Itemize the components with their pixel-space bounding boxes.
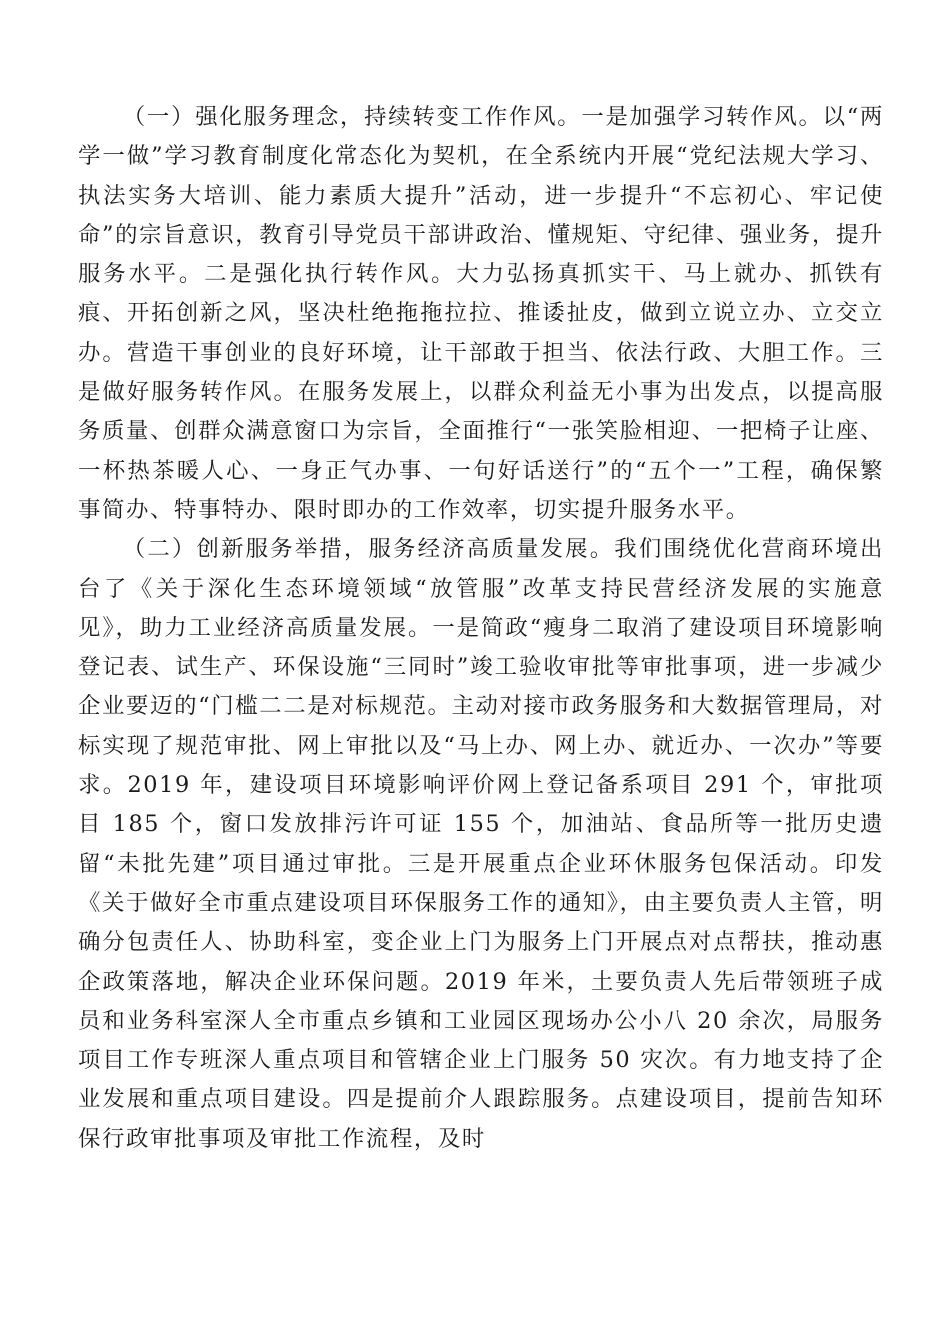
document-page — [78, 98, 884, 1159]
paragraph-service-measures: （二）创新服务举措，服务经济高质量发展。我们围绕优化营商环境出台了《关于深化生态环境领域“放管服”改革支持民营经济发展的实施意见》，助力工业经济高质量发展。一是简政“瘦身二取消了建设项目环境影响登记表、试生产、环保设施“三同时”竣工验收审批等审批事项，进一步减少企业要迈的“门槛二二是对标规范。主动对接市政务服务和大数据管理局，对标实现了规范审批、网上审批以及“马上办、网上办、就近办、一次办”等要求。2019 年，建设项目环境影响评价网上登记备系项目 291 个，审批项目 185 个，窗口发放排污许可证 155 个，加油站、食品所等一批历史遗留“未批先建”项目通过审批。三是开展重点企业环休服务包保活动。印发《关于做好全市重点建设项目环保服务工作的通知》，由主要负责人主管，明确分包责任人、协助科室，变企业上门为服务上门开展点对点帮扶，推动惠企政策落地，解决企业环保问题。2019 年米，土要负责人先后带领班子成员和业务科室深人全市重点乡镇和工业园区现场办公小八 20 余次，局服务项目工作专班深人重点项目和管辖企业上门服务 50 灾次。有力地支持了企业发展和重点项目建设。四是提前介人跟踪服务。点建设项目，提前告知环保行政审批事项及审批工作流程，及时 — [78, 536, 884, 1152]
paragraph-service-concept: （一）强化服务理念，持续转变工作作风。一是加强学习转作风。以“两学一做”学习教育制度化常态化为契机，在全系统内开展“党纪法规大学习、执法实务大培训、能力素质大提升”活动，进一步提升“不忘初心、牢记使命”的宗旨意识，教育引导党员干部讲政治、懂规矩、守纪律、强业务，提升服务水平。二是强化执行转作风。大力弘扬真抓实干、马上就办、抓铁有痕、开拓创新之风，坚决杜绝拖拖拉拉、推诿扯皮，做到立说立办、立交立办。营造干事创业的良好环境，让干部敢于担当、依法行政、大胆工作。三是做好服务转作风。在服务发展上，以群众利益无小事为出发点，以提高服务质量、创群众满意窗口为宗旨，全面推行“一张笑脸相迎、一把椅子让座、一杯热茶暖人心、一身正气办事、一句好话送行”的“五个一”工程，确保繁事简办、特事特办、限时即办的工作效率，切实提升服务水平。 — [78, 104, 884, 523]
